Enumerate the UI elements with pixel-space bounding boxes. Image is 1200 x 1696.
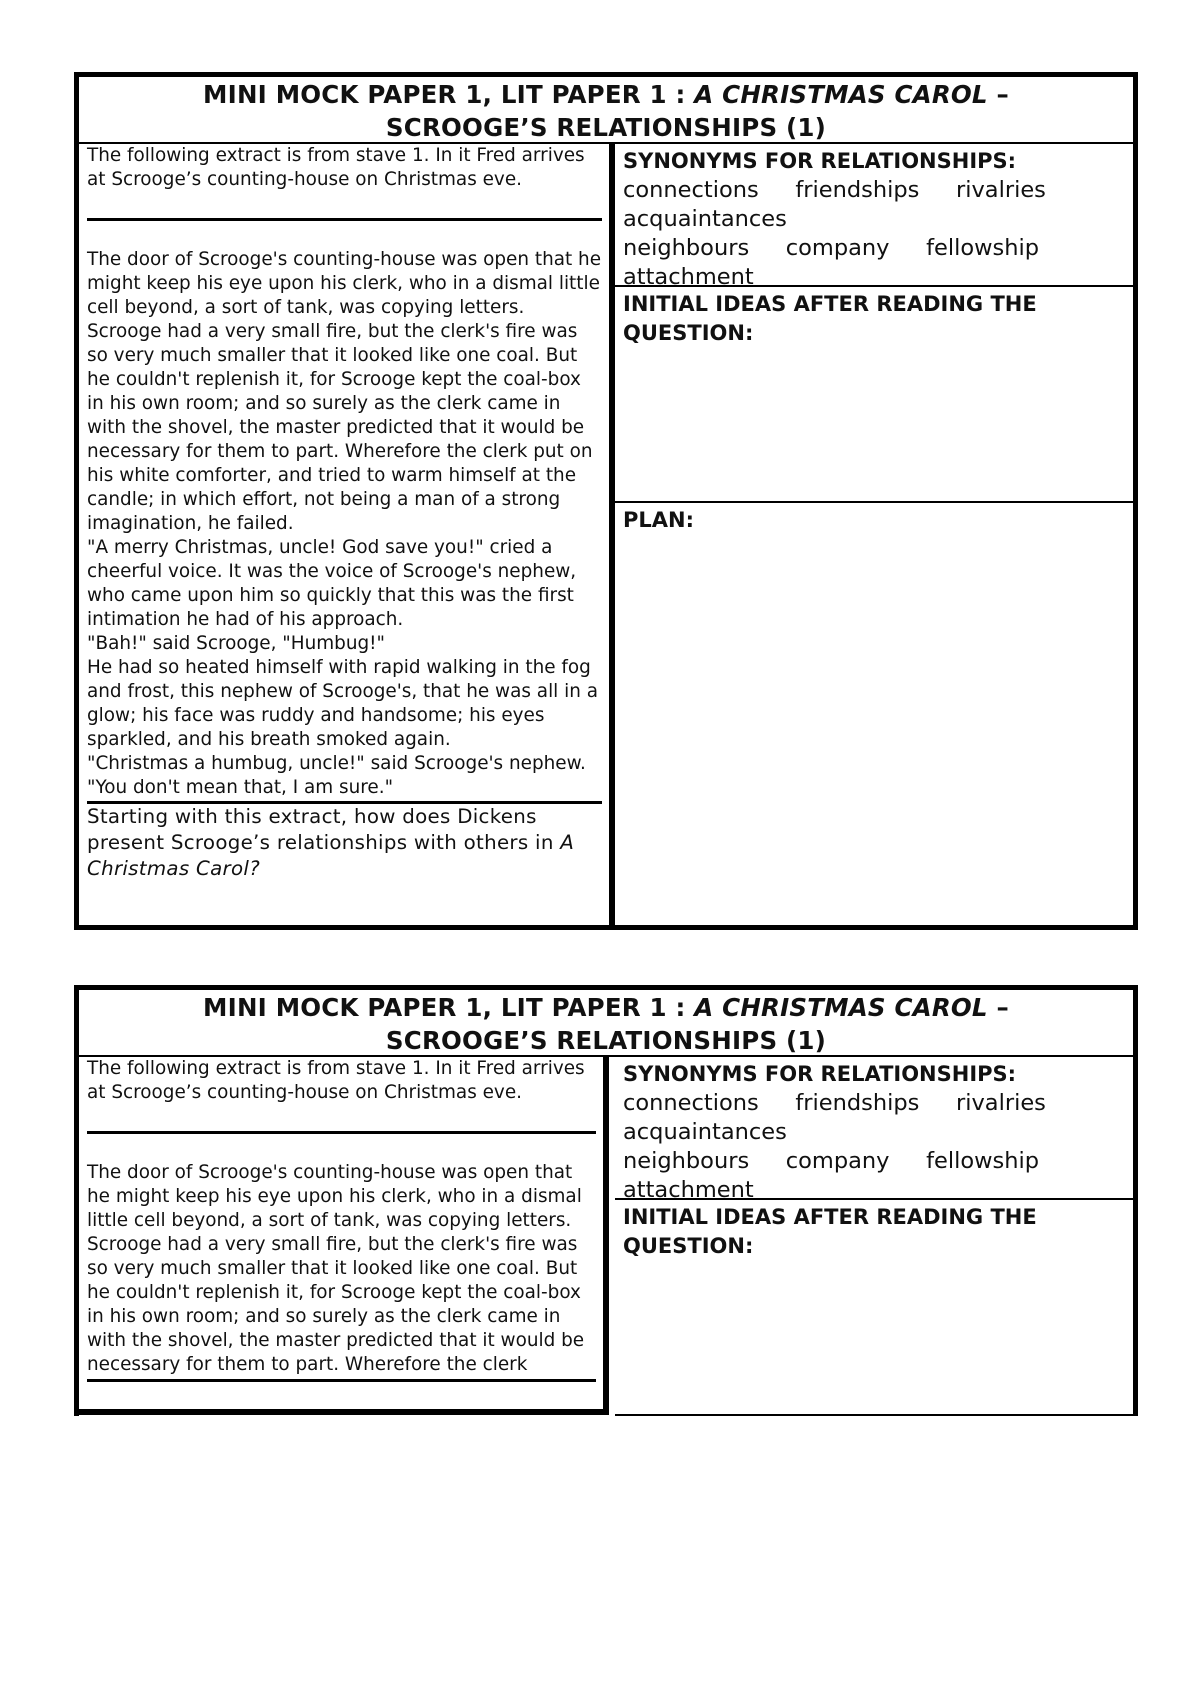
notes-column: [609, 144, 1133, 925]
divider: [87, 1379, 596, 1382]
title-line-2: SCROOGE’S RELATIONSHIPS (1): [385, 113, 827, 142]
synonym-word: fellowship: [926, 1148, 1040, 1174]
initial-ideas-section[interactable]: [615, 287, 1133, 503]
initial-ideas-heading: INITIAL IDEAS AFTER READING THE QUESTION:: [623, 1205, 1037, 1258]
card-title: [79, 77, 1133, 144]
extract-paragraph: "A merry Christmas, uncle! God save you!" cried a cheerful voice. It was the voice of Scrooge's nephew, who came upon him so quickly that this was the first intimation he had of his approach.: [87, 537, 577, 630]
synonym-word: company: [785, 1148, 890, 1174]
synonym-word: attachment: [623, 1177, 754, 1203]
extract-paragraph: "Christmas a humbug, uncle!" said Scrooge's nephew. "You don't mean that, I am sure.": [87, 753, 586, 798]
extract-intro: The following extract is from stave 1. In it Fred arrives at Scrooge’s counting-house on Christmas eve.: [87, 1057, 596, 1134]
extract-text: [87, 221, 602, 800]
synonyms-heading: SYNONYMS FOR RELATIONSHIPS:: [623, 1062, 1017, 1086]
question-book-name: A Christmas Carol?: [87, 831, 575, 880]
synonyms-list: [623, 176, 1125, 292]
exam-question: Starting with this extract, how does Dickens present Scrooge’s relationships with others in A Christmas Carol?: [87, 805, 575, 880]
plan-heading: PLAN:: [623, 508, 694, 532]
synonym-word: friendships: [795, 177, 920, 203]
synonym-word: neighbours: [623, 1148, 750, 1174]
synonym-word: rivalries: [955, 1090, 1046, 1116]
extract-column: [79, 144, 609, 925]
synonym-word: connections: [623, 1090, 759, 1116]
synonym-word: attachment: [623, 264, 754, 290]
synonyms-heading: SYNONYMS FOR RELATIONSHIPS:: [623, 149, 1017, 173]
synonym-word: acquaintances: [623, 1119, 787, 1145]
extract-intro: The following extract is from stave 1. In it Fred arrives at Scrooge’s counting-house on Christmas eve.: [87, 144, 602, 221]
title-book-name: A CHRISTMAS CAROL: [694, 80, 988, 109]
synonym-word: acquaintances: [623, 206, 787, 232]
initial-ideas-section[interactable]: [615, 1200, 1133, 1416]
synonym-word: friendships: [795, 1090, 920, 1116]
synonym-word: company: [785, 235, 890, 261]
synonym-word: connections: [623, 177, 759, 203]
initial-ideas-heading: INITIAL IDEAS AFTER READING THE QUESTION:: [623, 292, 1037, 345]
synonym-word: neighbours: [623, 235, 750, 261]
extract-paragraph: "Bah!" said Scrooge, "Humbug!": [87, 633, 385, 654]
card-title: [79, 990, 1133, 1057]
extract-text: [87, 1134, 596, 1377]
extract-column: [79, 1057, 609, 1415]
synonym-word: fellowship: [926, 235, 1040, 261]
title-book-name: A CHRISTMAS CAROL: [694, 993, 988, 1022]
title-line-1: MINI MOCK PAPER 1, LIT PAPER 1 : A CHRISTMAS CAROL –: [203, 993, 1009, 1022]
plan-section[interactable]: [615, 503, 1133, 535]
title-line-2: SCROOGE’S RELATIONSHIPS (1): [385, 1026, 827, 1055]
synonym-word: rivalries: [955, 177, 1046, 203]
extract-paragraph: The door of Scrooge's counting-house was open that he might keep his eye upon his clerk, who in a dismal little cell beyond, a sort of tank, was copying letters. Scrooge had a very small fire, but the clerk's fire was so very much smaller that it looked like one coal. But he couldn't replenish it, for Scrooge kept the coal-box in his own room; and so surely as the clerk came in with the shovel, the master predicted that it would be necessary for them to part. Wherefore the clerk put on his white comforter, and tried to warm himself at the candle; in which effort, not being a man of a strong imagination, he failed.: [87, 249, 602, 534]
synonyms-section: [615, 1057, 1133, 1203]
notes-column: [615, 1057, 1133, 1421]
worksheet-card-2: [74, 985, 1138, 1416]
worksheet-card-1: [74, 72, 1138, 930]
title-line-1: MINI MOCK PAPER 1, LIT PAPER 1 : A CHRISTMAS CAROL –: [203, 80, 1009, 109]
extract-paragraph: The door of Scrooge's counting-house was open that he might keep his eye upon his clerk, who in a dismal little cell beyond, a sort of tank, was copying letters. Scrooge had a very small fire, but the clerk's fire was so very much smaller that it looked like one coal. But he couldn't replenish it, for Scrooge kept the coal-box in his own room; and so surely as the clerk came in with the shovel, the master predicted that it would be necessary for them to part. Wherefore the clerk: [87, 1162, 585, 1375]
extract-paragraph: He had so heated himself with rapid walking in the fog and frost, this nephew of Scrooge's, that he was all in a glow; his face was ruddy and handsome; his eyes sparkled, and his breath smoked again.: [87, 657, 599, 750]
synonyms-list: [623, 1089, 1125, 1205]
synonyms-section: [615, 144, 1133, 290]
